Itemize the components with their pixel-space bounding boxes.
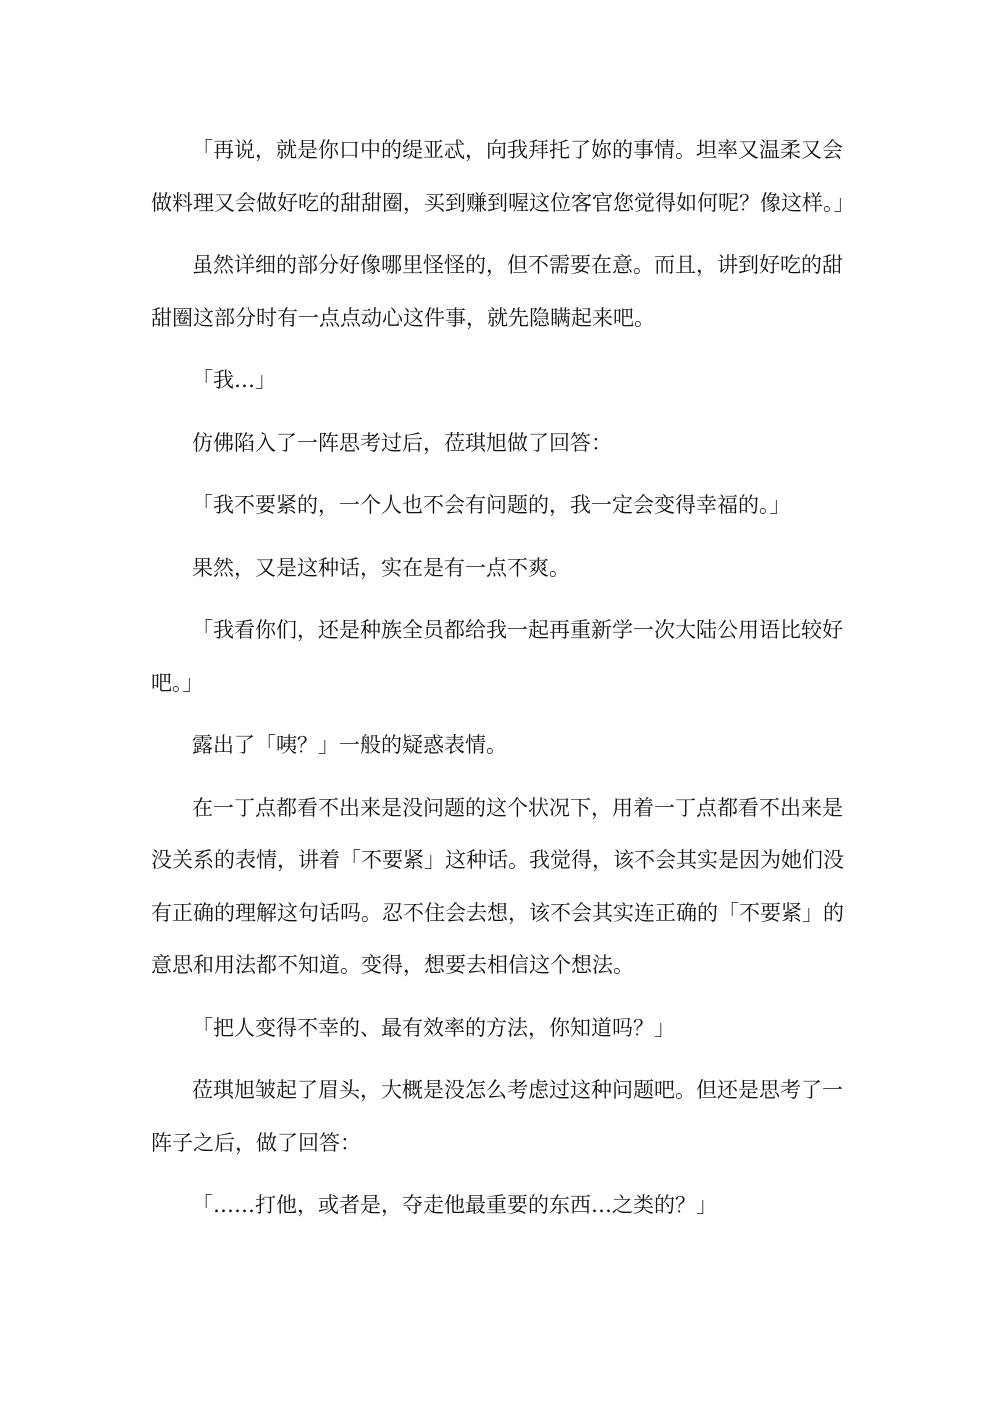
paragraph: 莅琪旭皱起了眉头，大概是没怎么考虑过这种问题吧。但还是思考了一阵子之后，做了回答： (151, 1078, 843, 1155)
paragraph: 在一丁点都看不出来是没问题的这个状况下，用着一丁点都看不出来是没关系的表情，讲着「不要紧」这种话。我觉得，该不会其实是因为她们没有正确的理解这句话吗。忍不住会去想，该不会其实连正确的「不要紧」的意思和用法都不知道。变得，想要去相信这个想法。 (151, 795, 844, 977)
paragraph: 「我看你们，还是种族全员都给我一起再重新学一次大陆公用语比较好吧。」 (151, 618, 843, 695)
paragraph: 「再说，就是你口中的缇亚忒，向我拜托了妳的事情。坦率又温柔又会做料理又会做好吃的甜甜圈，买到赚到喔这位客官您觉得如何呢？像这样。」 (151, 138, 855, 215)
paragraph: 「把人变得不幸的、最有效率的方法，你知道吗？」 (192, 1015, 675, 1040)
paragraph: 「我不要紧的，一个人也不会有问题的，我一定会变得幸福的。」 (192, 493, 791, 517)
paragraph: 「……打他，或者是，夺走他最重要的东西…之类的？」 (192, 1193, 717, 1217)
body-text (151, 124, 855, 1232)
paragraph: 果然，又是这种话，实在是有一点不爽。 (192, 555, 570, 580)
paragraph: 仿佛陷入了一阵思考过后，莅琪旭做了回答： (192, 430, 612, 455)
paragraph: 露出了「咦？」一般的疑惑表情。 (192, 733, 507, 757)
paragraph: 「我…」 (192, 368, 276, 392)
paragraph: 虽然详细的部分好像哪里怪怪的，但不需要在意。而且，讲到好吃的甜甜圈这部分时有一点点动心这件事，就先隐瞒起来吧。 (151, 253, 843, 330)
